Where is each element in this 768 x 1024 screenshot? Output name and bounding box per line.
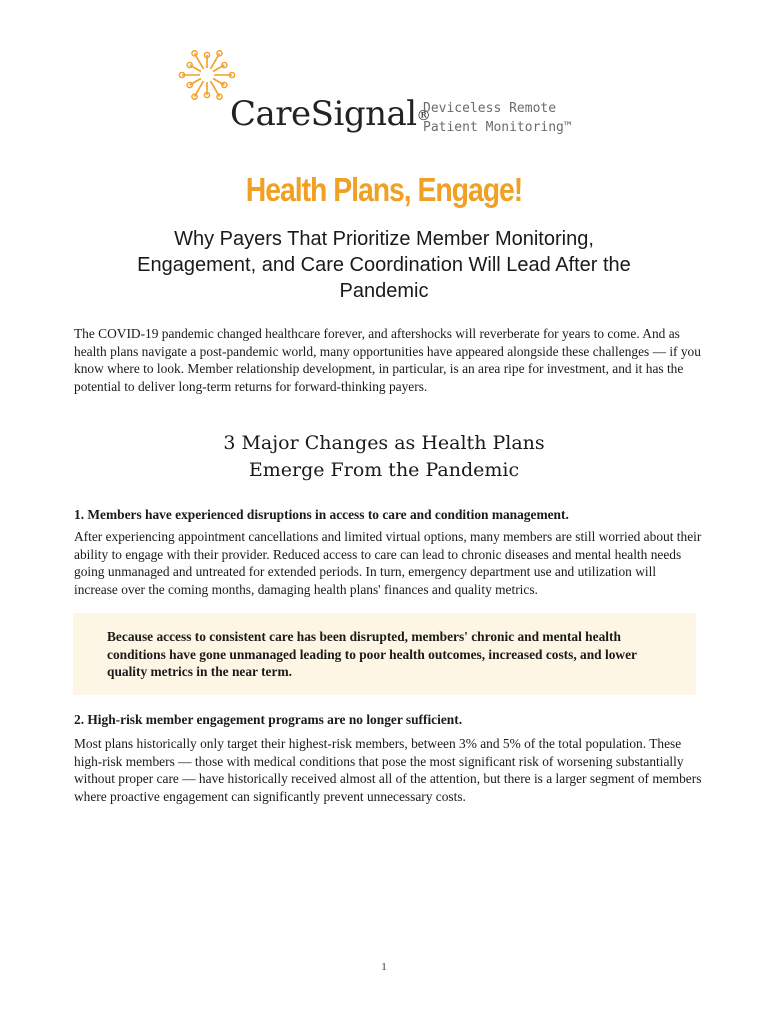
page-subtitle: Why Payers That Prioritize Member Monitoring, Engagement, and Care Coordination Will Lead After the Pandemic <box>137 228 631 302</box>
section-heading <box>134 430 634 484</box>
registered-mark: ® <box>416 108 431 124</box>
callout-box <box>73 613 696 695</box>
callout-text: Because access to consistent care has been disrupted, members' chronic and mental health conditions have gone unmanaged leading to poor health outcomes, increased costs, and lower quality metrics in the near term. <box>107 629 637 679</box>
point-2-body: Most plans historically only target their highest-risk members, between 3% and 5% of the total population. These high-risk members — those with medical conditions that pose the most significant risk of worsening substantially without proper care — have historically received almost all of the attention, but there is a larger segment of members where proactive engagement can significantly prevent unnecessary costs. <box>74 736 702 804</box>
point-1-body: After experiencing appointment cancellations and limited virtual options, many members are still worried about their ability to engage with their provider. Reduced access to care can lead to chronic diseases and mental health needs going unmanaged and untreated for extended periods. In turn, emergency department use and utilization will increase over the coming months, damaging health plans' finances and quality metrics. <box>74 529 702 597</box>
point-2-title: 2. High-risk member engagement programs are no longer sufficient. <box>74 712 463 727</box>
tagline-line-2: Patient Monitoring™ <box>423 120 572 135</box>
page-headline: Health Plans, Engage! <box>245 171 523 208</box>
section-heading-line-1: 3 Major Changes as Health Plans <box>223 432 545 454</box>
point-1-title: 1. Members have experienced disruptions in access to care and condition management. <box>74 507 569 522</box>
brand-tagline <box>423 99 572 137</box>
intro-paragraph: The COVID-19 pandemic changed healthcare forever, and aftershocks will reverberate for years to come. And as health plans navigate a post-pandemic world, many opportunities have appeared alongside these challenges — if you know where to look. Member relationship development, in particular, is an area ripe for investment, and it has the potential to deliver long-term returns for forward-thinking payers. <box>74 326 701 394</box>
section-heading-line-2: Emerge From the Pandemic <box>248 459 520 481</box>
signal-burst-icon <box>176 44 238 106</box>
page-number: 1 <box>381 961 387 973</box>
brand-name-text: CareSignal <box>230 94 417 134</box>
brand-name <box>230 94 430 134</box>
tagline-line-1: Deviceless Remote <box>423 101 557 116</box>
